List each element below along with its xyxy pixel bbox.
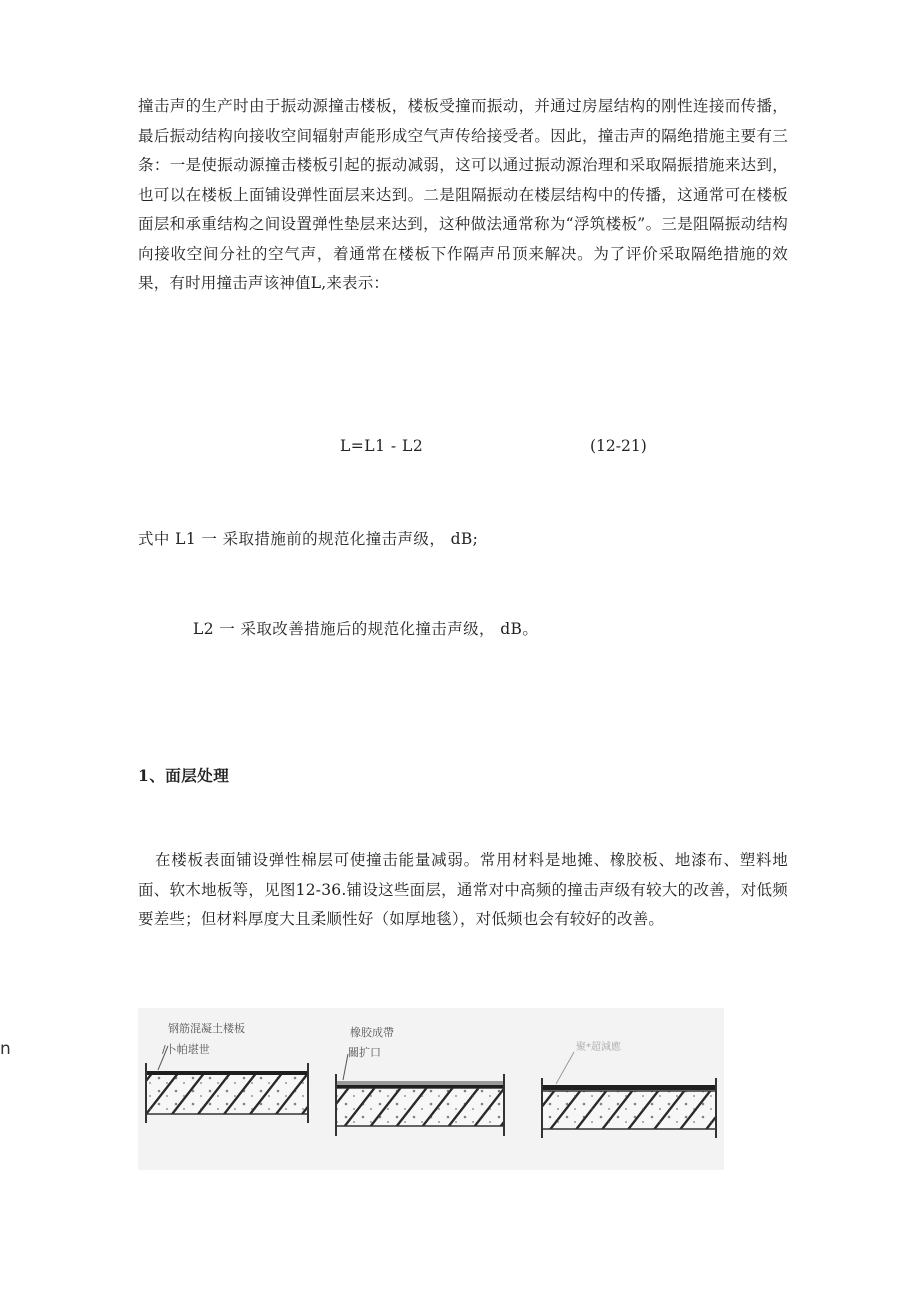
formula-number: (12-21) — [590, 437, 647, 455]
intro-paragraph: 撞击声的生产时由于振动源撞击楼板，楼板受撞而振动，并通过房屋结构的刚性连接而传播，最后振动结构向接收空间辐射声能形成空气声传给接受者。因此，撞击声的隔绝措施主要有三条：一是使振动源撞击楼板引起的振动减弱，这可以通过振动源治理和采取隔振措施来达到，也可以在楼板上面铺设弹性面层来达到。二是阻隔振动在楼层结构中的传播，这通常可在楼板面层和承重结构之间设置弹性垫层来达到，这种做法通常称为“浮筑楼板”。三是阻隔振动结构向接收空间分社的空气声，着通常在楼板下作隔声吊顶来解决。为了评价采取隔绝措施的效果，有时用撞击声该神值L,来表示： — [138, 97, 788, 292]
surface-layer-3 — [542, 1085, 716, 1090]
panel-2-label-top: 橡胶成帶 — [350, 1026, 394, 1039]
leader-line-3 — [556, 1052, 574, 1084]
floor-panel-1 — [146, 1021, 308, 1123]
panel-2-label-bottom: 關扩口 — [348, 1046, 381, 1059]
panel-3-label: 聚*超減應 — [576, 1042, 621, 1053]
formula-line — [0, 437, 920, 467]
definition-l1: 式中 L1 一 采取措施前的规范化撞击声级， dB; — [138, 530, 479, 548]
panel-1-label-top: 钢筋混凝土楼板 — [168, 1022, 245, 1035]
floor-panel-3 — [542, 1040, 716, 1138]
margin-mark: n — [0, 1039, 11, 1059]
formula-expression: L=L1 - L2 — [340, 437, 424, 455]
surface-treatment-paragraph: 在楼板表面铺设弹性棉层可使撞击能量减弱。常用材料是地摊、橡胶板、地漆布、塑料地面、软木地板等，见图12-36.铺设这些面层，通常对中高频的撞击声级有较大的改善，对低频要差些；但材料厚度大且柔顺性好（如厚地毯），对低频也会有较好的改善。 — [138, 851, 788, 928]
rubber-layer-2 — [336, 1081, 504, 1085]
floor-section-figure — [138, 1008, 724, 1170]
floor-panel-2 — [336, 1025, 504, 1136]
surface-layer-2 — [336, 1085, 504, 1088]
panel-1-label-bottom: /卜帕堪世 — [162, 1043, 210, 1056]
section-heading: 1、面层处理 — [138, 766, 230, 785]
floor-section-diagram — [138, 1008, 724, 1170]
surface-layer-1 — [146, 1071, 308, 1075]
definition-l2: L2 一 采取改善措施后的规范化撞击声级， dB。 — [193, 620, 539, 638]
